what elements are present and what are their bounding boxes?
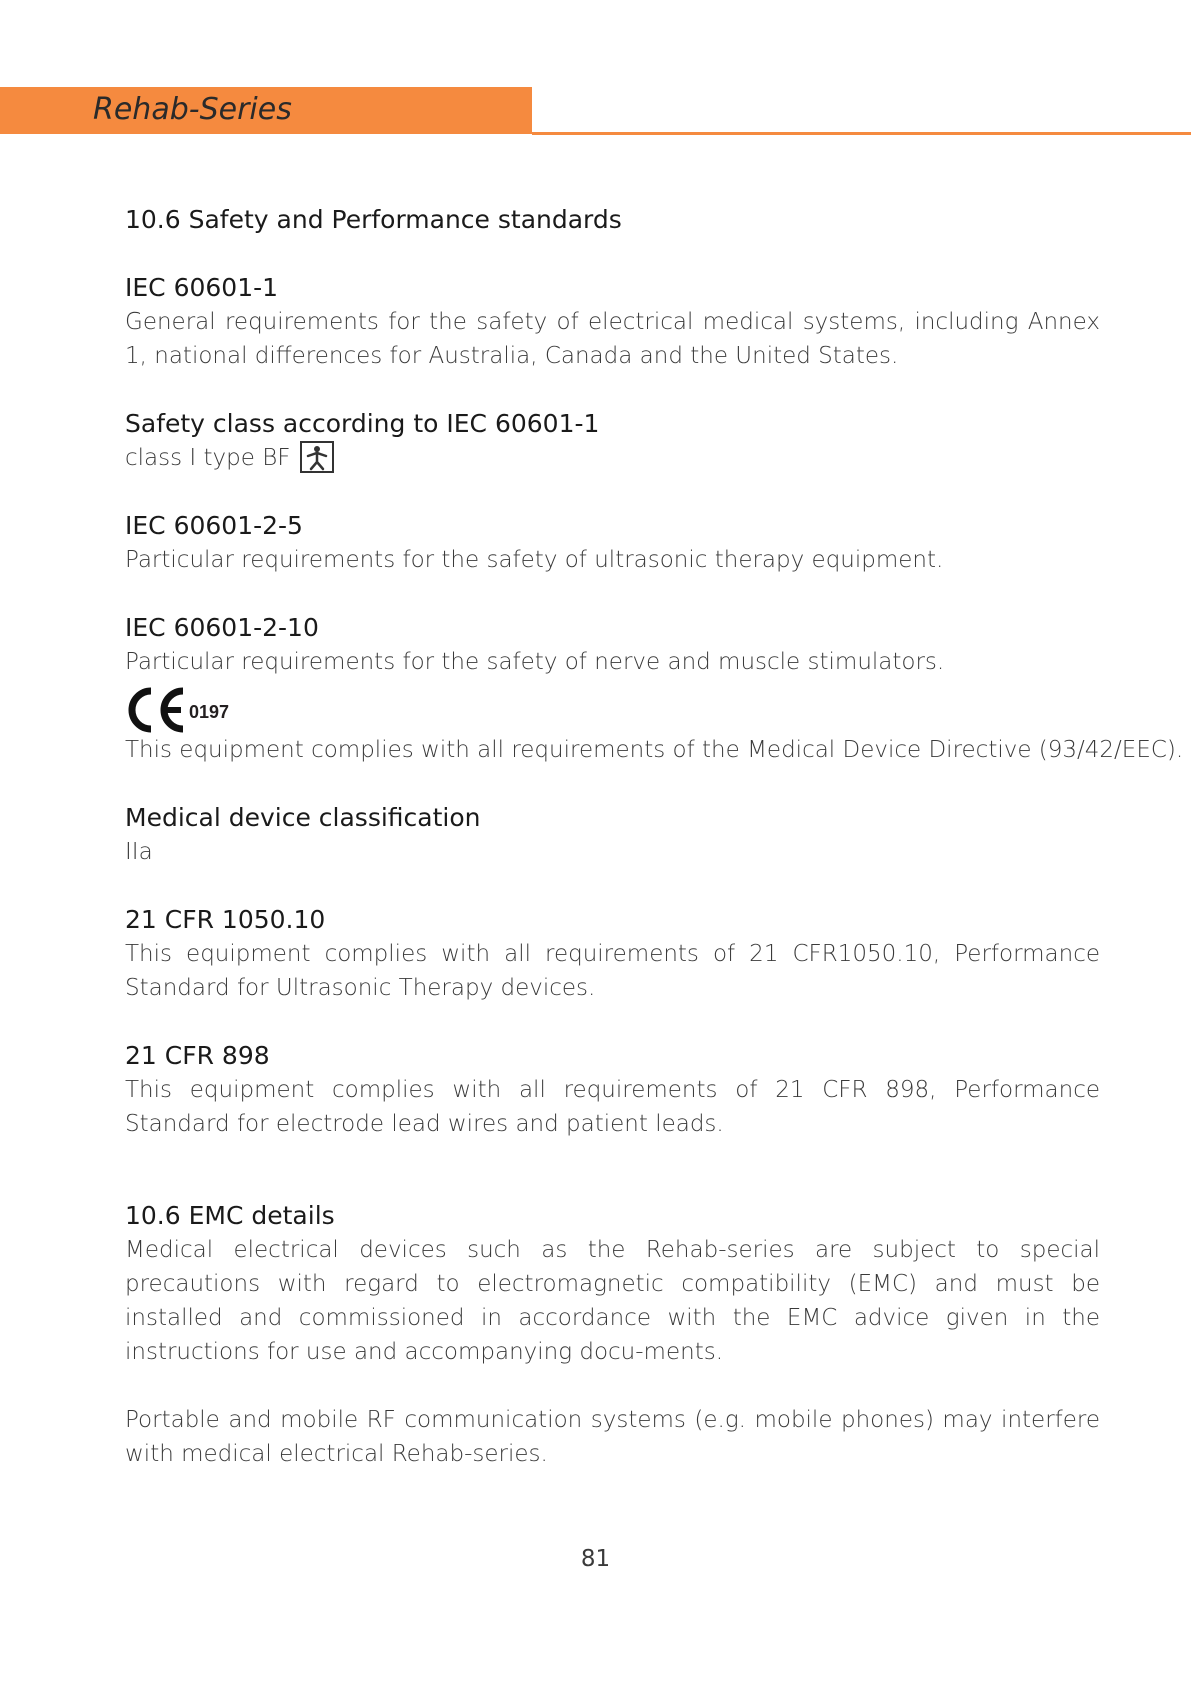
iec-60601-2-10-title: IEC 60601-2-10 <box>125 613 319 642</box>
iec-60601-1-text: General requirements for the safety of electrical medical systems, including Annex 1, national differences for Australia, Canada and the United States. <box>125 309 1100 369</box>
cfr-1050-title: 21 CFR 1050.10 <box>125 905 326 934</box>
ce-notified-body-number: 0197 <box>189 702 230 722</box>
ce-mark <box>125 683 1100 733</box>
header-title: Rehab-Series <box>93 92 292 127</box>
ce-text: This equipment complies with all requirements of the Medical Device Directive (93/42/EEC). <box>125 737 1184 763</box>
emc-text-2: Portable and mobile RF communication systems (e.g. mobile phones) may interfere with medical electrical Rehab-series. <box>125 1407 1100 1467</box>
ce-logo-icon <box>125 687 187 733</box>
page-number: 81 <box>580 1546 611 1572</box>
classification-text: IIa <box>125 839 153 865</box>
emc-text-1: Medical electrical devices such as the Rehab-series are subject to special precautions with regard to electromagnetic compatibility (EMC) and must be installed and commissioned in accordance with the EMC advice given in the instructions for use and accompanying docu-ments. <box>125 1237 1100 1365</box>
iec-60601-2-5-text: Particular requirements for the safety of ultrasonic therapy equipment. <box>125 547 944 573</box>
iec-60601-2-10-text: Particular requirements for the safety of nerve and muscle stimulators. <box>125 649 945 675</box>
safety-class-text: class I type BF <box>125 445 291 471</box>
type-bf-icon <box>300 441 334 473</box>
cfr-898-text: This equipment complies with all requirements of 21 CFR 898, Performance Standard for electrode lead wires and patient leads. <box>125 1077 1100 1137</box>
document-body <box>125 203 1184 1471</box>
safety-class-title: Safety class according to IEC 60601-1 <box>125 409 600 438</box>
iec-60601-1-title: IEC 60601-1 <box>125 273 279 302</box>
section-title-emc: 10.6 EMC details <box>125 1201 335 1230</box>
safety-class-line <box>125 441 1100 475</box>
section-title-safety: 10.6 Safety and Performance standards <box>125 205 622 234</box>
cfr-898-title: 21 CFR 898 <box>125 1041 270 1070</box>
iec-60601-2-5-title: IEC 60601-2-5 <box>125 511 303 540</box>
classification-title: Medical device classification <box>125 803 481 832</box>
cfr-1050-text: This equipment complies with all requirements of 21 CFR1050.10, Performance Standard for Ultrasonic Therapy devices. <box>125 941 1100 1001</box>
header-rule <box>532 132 1191 135</box>
